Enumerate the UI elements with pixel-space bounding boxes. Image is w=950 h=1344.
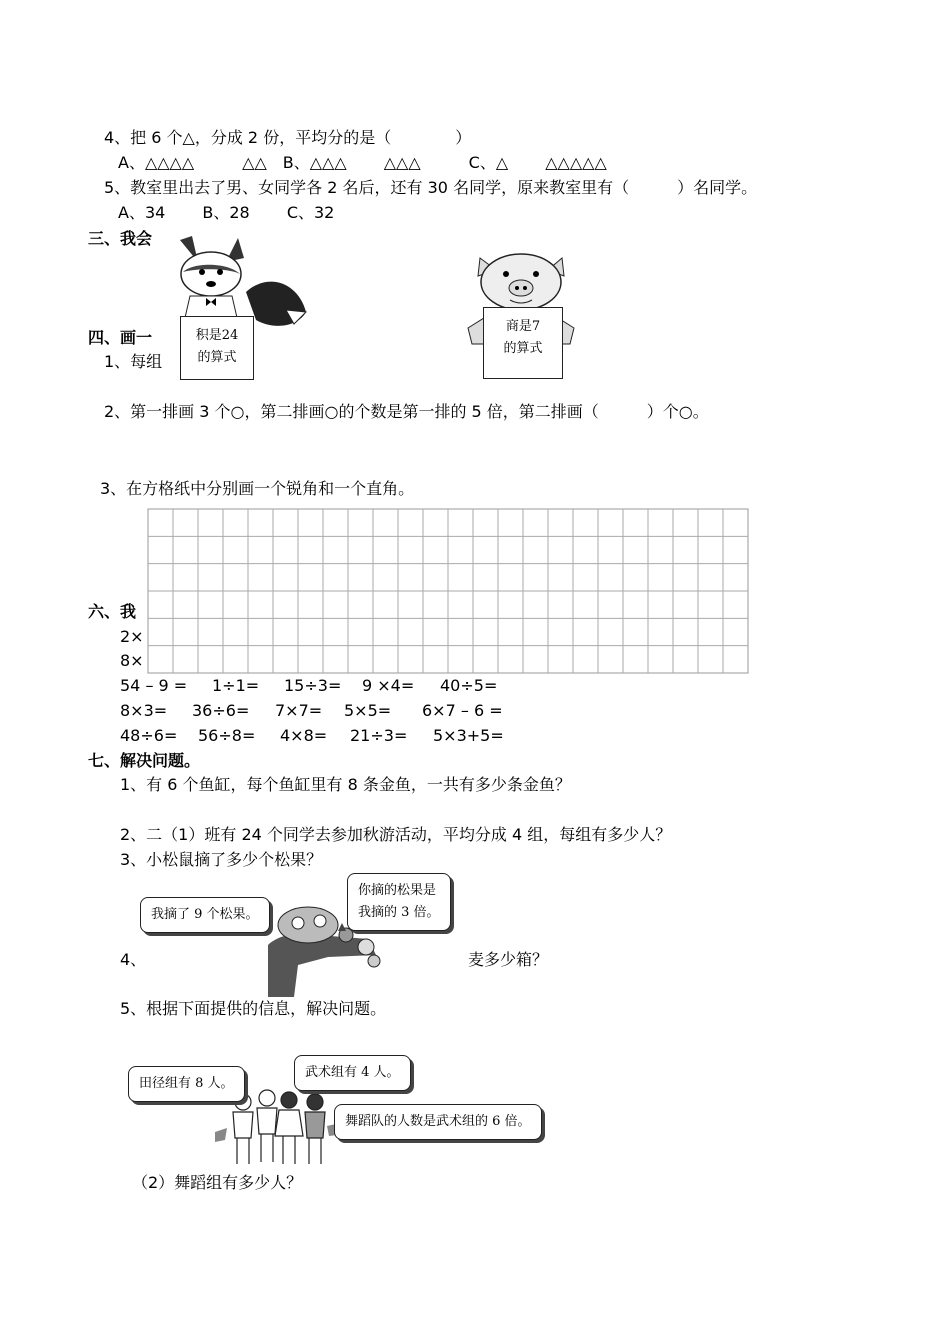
q4-text: 4、把 6 个△，分成 2 份，平均分的是（ ） [104, 128, 472, 147]
calc-item: 1÷1= [212, 676, 260, 695]
calc-item: 6×7 – 6 = [422, 701, 503, 720]
calc-item: 4×8= [280, 726, 328, 745]
squirrel-bubble-2-line-2: 我摘的 3 倍。 [358, 905, 440, 920]
pig-sign-line-1: 商是7 [505, 319, 541, 334]
calc-item: 54 – 9 = [120, 676, 188, 695]
calc-item: 21÷3= [350, 726, 408, 745]
calc-item: 9 ×4= [362, 676, 415, 695]
fox-sign-line-2: 的算式 [197, 350, 237, 365]
fox-sign [180, 316, 254, 380]
track-team-bubble: 田径组有 8 人。 [128, 1066, 245, 1102]
s7-question-3: 3、小松鼠摘了多少个松果？ [120, 850, 323, 869]
s7-question-5: 5、根据下面提供的信息，解决问题。 [120, 999, 387, 1018]
calc-item: 56÷8= [198, 726, 256, 745]
pig-sign-line-2: 的算式 [503, 341, 543, 356]
calc-item: 40÷5= [440, 676, 498, 695]
section-4-heading: 四、画一 [88, 328, 153, 347]
squirrel-bubble-2-line-1: 你摘的松果是 [358, 883, 437, 898]
s7-question-4-left: 4、 [120, 950, 147, 969]
s7-question-2: 2、二（1）班有 24 个同学去参加秋游活动，平均分成 4 组，每组有多少人？ [120, 825, 672, 844]
calc-item: 7×7= [275, 701, 323, 720]
s4-question-2: 2、第一排画 3 个○，第二排画○的个数是第一排的 5 倍，第二排画（ ）个○。 [104, 402, 709, 421]
pig-sign [483, 307, 563, 379]
s7-question-5-part-2: （2）舞蹈组有多少人？ [132, 1173, 303, 1192]
calc-item: 36÷6= [192, 701, 250, 720]
calc-item: 8×3= [120, 701, 168, 720]
fox-sign-line-1: 积是24 [195, 328, 239, 343]
wushu-team-bubble: 武术组有 4 人。 [294, 1055, 411, 1091]
q5-text: 5、教室里出去了男、女同学各 2 名后，还有 30 名同学，原来教室里有（ ）名同学。 [104, 178, 758, 197]
squirrel-bubble-2 [347, 873, 451, 931]
s7-question-4-right: 麦多少箱？ [468, 950, 549, 969]
s4-question-1: 1、每组 [104, 352, 163, 371]
q5-options: A、34 B、28 C、32 [118, 203, 335, 222]
calc-item: 48÷6= [120, 726, 178, 745]
calc-partial-1: 2× [120, 627, 144, 646]
s7-question-1: 1、有 6 个鱼缸，每个鱼缸里有 8 条金鱼，一共有多少条金鱼？ [120, 775, 571, 794]
squirrel-bubble-1: 我摘了 9 个松果。 [140, 897, 270, 933]
calc-partial-2: 8× [120, 651, 144, 670]
dance-team-bubble: 舞蹈队的人数是武术组的 6 倍。 [334, 1104, 542, 1140]
section-3-heading: 三、我会 [88, 229, 153, 248]
calc-item: 5×3+5= [433, 726, 504, 745]
grid-paper[interactable] [147, 508, 749, 674]
s4-question-3: 3、在方格纸中分别画一个锐角和一个直角。 [100, 479, 415, 498]
calc-item: 15÷3= [284, 676, 342, 695]
section-6-heading: 六、我 [88, 602, 137, 621]
section-7-heading: 七、解决问题。 [88, 751, 201, 770]
q4-options: A、△△△△ △△ B、△△△ △△△ C、△ △△△△△ [118, 153, 607, 172]
calc-item: 5×5= [344, 701, 392, 720]
